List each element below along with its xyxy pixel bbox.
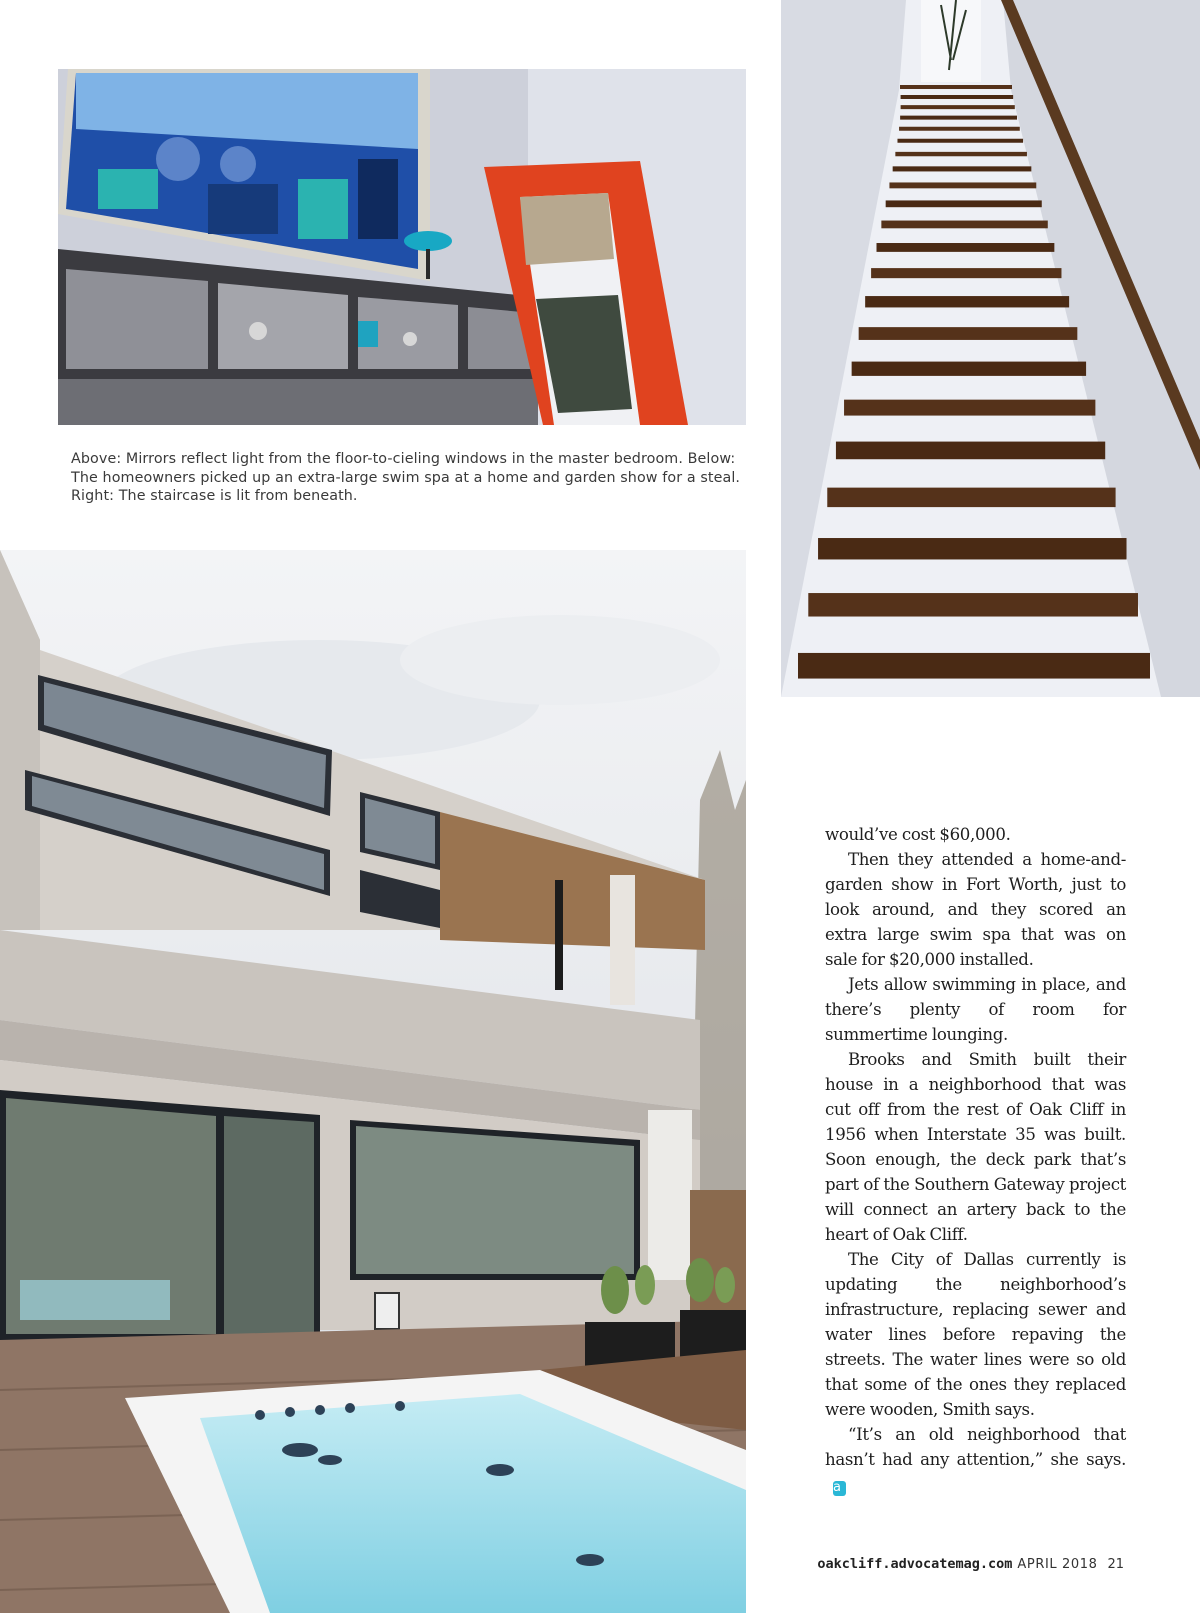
article-last-paragraph — [825, 1422, 1126, 1497]
stair-tread — [886, 200, 1042, 207]
article-paragraph: The City of Dallas currently is updating the neighborhood’s infrastructure, replacing sewer and water lines before repaving the streets. The water lines were so old that some of the ones they replaced were wooden, Smith says. — [825, 1250, 1126, 1419]
bowl — [404, 231, 452, 251]
page-footer — [817, 1556, 1124, 1572]
article-paragraph: would’ve cost $60,000. — [825, 825, 1011, 844]
pool-photo — [0, 550, 746, 1613]
bedroom-photo — [58, 69, 746, 425]
stair-tread — [836, 442, 1105, 460]
article-paragraph: Jets allow swimming in place, and there’s plenty of room for summertime lounging. — [825, 975, 1126, 1044]
footer-website: oakcliff.advocatemag.com — [817, 1556, 1013, 1572]
footer-issue-date: APRIL 2018 — [1017, 1557, 1098, 1572]
stair-tread — [798, 653, 1150, 679]
stair-tread — [895, 152, 1027, 156]
stair-tread — [881, 221, 1047, 229]
article-body — [825, 822, 1126, 1497]
bedroom-photo-illustration — [58, 69, 746, 425]
stair-tread — [897, 139, 1023, 143]
article-paragraph: Brooks and Smith built their house in a neighborhood that was cut off from the rest of Oak Cliff in 1956 when Interstate 35 was built. Soon enough, the deck park that’s part of the Southern Gateway project will connect an artery back to the heart of Oak Cliff. — [825, 1050, 1126, 1244]
stair-tread — [871, 268, 1061, 278]
stair-tread — [893, 166, 1032, 171]
article-paragraph: Then they attended a home-and-garden show in Fort Worth, just to look around, and they scored an extra large swim spa that was on sale for $20,000 installed. — [825, 850, 1126, 969]
stair-tread — [808, 593, 1138, 616]
photo-caption: Above: Mirrors reflect light from the floor-to-cieling windows in the master bedroom. Below: The homeowners picked up an extra-large swim spa at a home and garden show for a steal. Right: The staircase is lit from beneath. — [71, 451, 741, 504]
stair-tread — [852, 362, 1086, 376]
stair-tread — [899, 127, 1020, 131]
stair-tread — [900, 85, 1012, 89]
stair-tread — [818, 538, 1126, 559]
end-mark-icon: a — [833, 1481, 846, 1496]
article-paragraph-text: “It’s an old neighborhood that hasn’t had any attention,” she says. — [825, 1425, 1126, 1469]
staircase-photo — [781, 0, 1200, 697]
stair-tread — [901, 105, 1015, 109]
page-number: 21 — [1107, 1557, 1124, 1572]
stair-tread — [859, 327, 1078, 340]
stair-tread — [901, 95, 1014, 99]
staircase-photo-illustration — [781, 0, 1200, 697]
stair-tread — [865, 296, 1069, 307]
stair-tread — [889, 182, 1036, 188]
stair-tread — [877, 243, 1055, 252]
pool-photo-illustration — [0, 550, 746, 1613]
stair-tread — [900, 116, 1017, 120]
stair-tread — [827, 488, 1115, 507]
stair-tread — [844, 400, 1095, 416]
